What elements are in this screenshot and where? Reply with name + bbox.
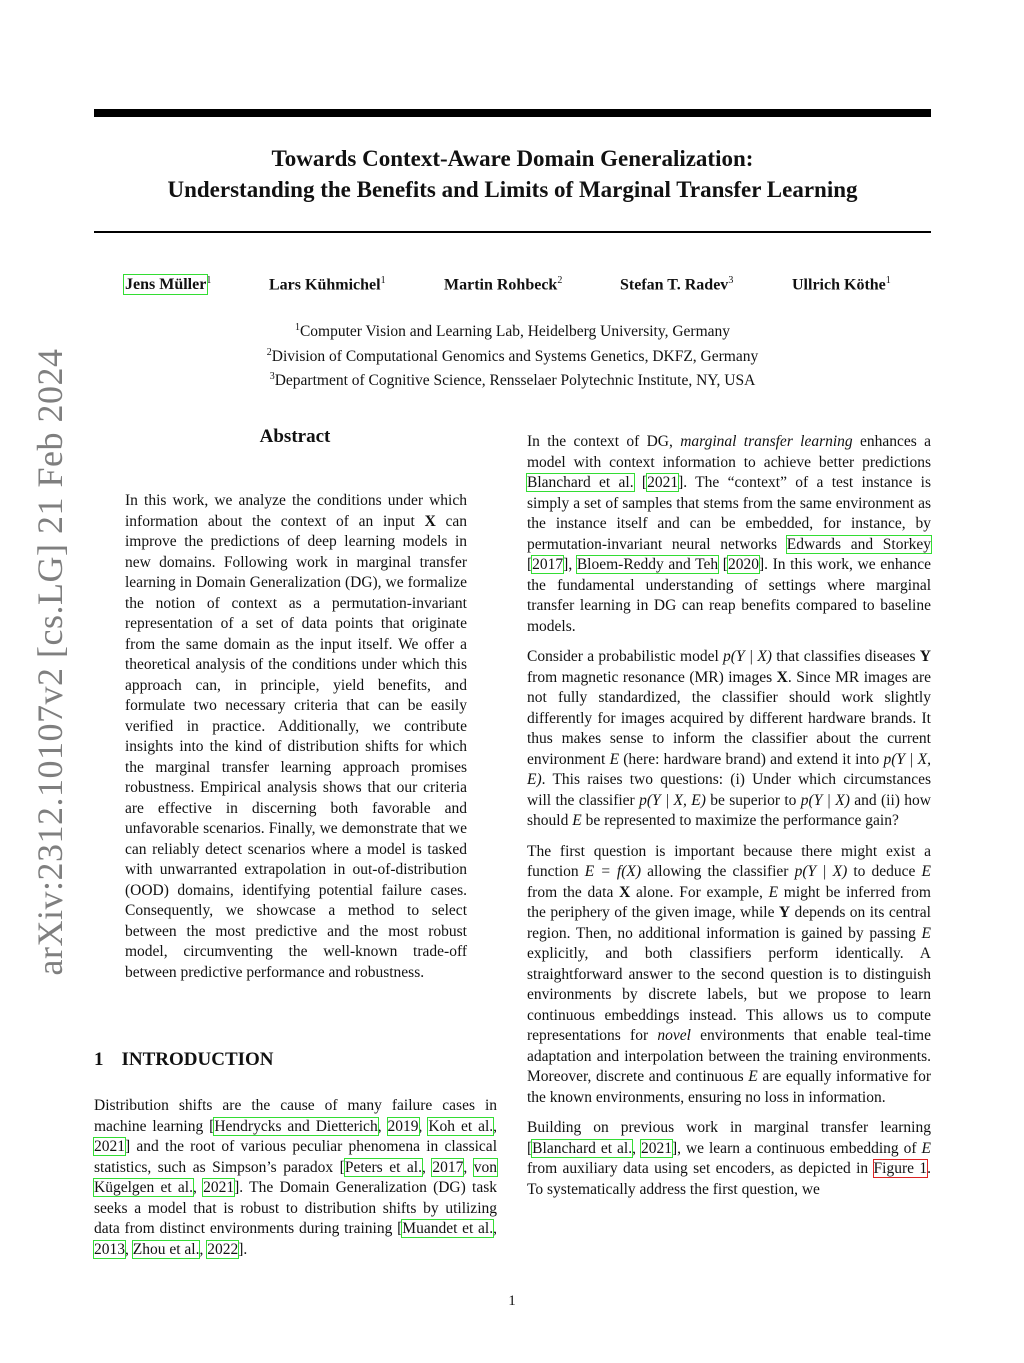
body-text: ] and the root of various peculiar phenomena in classical statistics, such as Simpson’s paradox [ bbox=[94, 1138, 497, 1176]
citation-link[interactable]: Blanchard et al. bbox=[532, 1139, 633, 1157]
math-expression: p(Y | X) bbox=[794, 863, 848, 880]
section-heading-introduction bbox=[94, 1049, 274, 1071]
citation-link[interactable]: Koh et al. bbox=[428, 1117, 494, 1135]
author-name: Ullrich Köthe bbox=[792, 276, 886, 294]
paper-title bbox=[94, 143, 931, 205]
citation-link[interactable]: 2021 bbox=[94, 1138, 125, 1155]
body-text: environments that enable teal-time adaptation and interpolation between the training environments. Moreover, discrete and continuous bbox=[527, 1027, 931, 1085]
affil-num: 2 bbox=[266, 346, 272, 358]
body-text: Distribution shifts are the cause of many failure cases in machine learning [ bbox=[94, 1097, 497, 1135]
paragraph-probabilistic-model bbox=[527, 647, 931, 832]
body-text: (here: hardware brand) and extend it into bbox=[619, 750, 884, 768]
abstract-body bbox=[125, 491, 467, 983]
citation-link[interactable]: von Kügelgen et al. bbox=[94, 1158, 498, 1196]
body-text: Consider a probabilistic model bbox=[527, 648, 724, 665]
title-rule bbox=[94, 231, 931, 233]
page-number: 1 bbox=[508, 1293, 516, 1309]
affiliation-2 bbox=[94, 343, 931, 368]
author-stefan-radev bbox=[620, 275, 733, 294]
citation-link[interactable]: 2020 bbox=[727, 556, 759, 573]
citation-link[interactable]: Bloem-Reddy and Teh bbox=[576, 556, 719, 573]
math-symbol: E bbox=[768, 883, 779, 901]
paragraph-building-on: Building on previous work in marginal transfer learning [Blanchard et al., 2021], we learn a continuous embedding of E from auxiliary data using set encoders, as depicted in Figure 1. To systematically address the first question, we bbox=[527, 1119, 932, 1198]
author-affil-mark: 1 bbox=[380, 275, 386, 286]
author-name: Lars Kühmichel bbox=[269, 276, 381, 294]
body-text: allowing the classifier bbox=[641, 863, 795, 880]
math-symbol: Y bbox=[919, 648, 931, 665]
author-jens-muller[interactable] bbox=[125, 275, 211, 294]
top-rule bbox=[94, 109, 931, 117]
math-symbol: E bbox=[748, 1068, 758, 1085]
paragraph-context-dg: In the context of DG, marginal transfer learning enhances a model with context information to achieve better predictions Blanchard et al. [2021]. The “context” of a test instance is simply a set of samples that stems from the same environment as the instance itself and can be embedded, for instance, by permutation-invariant neural networks Edwards and Storkey [2017], Bloem-Reddy and Teh [2020]. In this work, we enhance the fundamental understanding of settings where marginal transfer learning in DG can reap benefits compared to baseline models. bbox=[527, 433, 932, 635]
figure-reference-link[interactable]: Figure 1 bbox=[873, 1160, 928, 1177]
body-text: . In this work, we enhance the fundamental understanding of settings where marginal transfer learning in DG can reap benefits compared to baseline models. bbox=[527, 556, 932, 635]
citation-link[interactable]: Muandet et al. bbox=[402, 1220, 494, 1237]
title-line-1: Towards Context-Aware Domain Generalization: bbox=[271, 146, 754, 171]
body-text: be superior to bbox=[705, 791, 801, 809]
math-symbol: E bbox=[921, 863, 931, 880]
citation-link[interactable]: 2017 bbox=[432, 1158, 464, 1176]
math-symbol: E bbox=[572, 812, 582, 829]
author-ullrich-kothe bbox=[792, 275, 891, 294]
body-text: from magnetic resonance (MR) images bbox=[527, 668, 777, 686]
abstract-text: In this work, we analyze the conditions under which information about the context of an input bbox=[125, 492, 467, 530]
math-symbol: X bbox=[619, 883, 631, 901]
body-text: might be inferred from the periphery of the given image, while bbox=[527, 883, 931, 921]
body-text: The first question is important because there might exist a function bbox=[527, 842, 931, 880]
author-affil-mark: 1 bbox=[885, 275, 891, 286]
body-text: from auxiliary data using set encoders, as depicted in bbox=[527, 1160, 874, 1177]
math-symbol: E bbox=[921, 924, 931, 942]
citation-link[interactable]: Edwards and Storkey bbox=[786, 535, 931, 553]
body-text: be represented to maximize the performance gain? bbox=[581, 812, 899, 829]
citation-link[interactable]: 2017 bbox=[532, 556, 564, 573]
citation-link[interactable]: 2021 bbox=[647, 474, 679, 491]
math-expression: p(Y | X) bbox=[723, 648, 772, 665]
affil-num: 1 bbox=[294, 322, 300, 333]
body-text: from the data bbox=[527, 883, 620, 901]
body-text: and (ii) how should bbox=[527, 791, 931, 829]
abstract-text: can improve the predictions of deep learning models in new domains. Following work in marginal transfer learning in Domain Generalization (DG), we formalize the notion of context as a permutation-invariant representation of a set of data points that originate from the same domain as the input itself. We offer a theoretical analysis of the conditions under which this approach can, in principle, yield benefits, and formulate two necessary criteria that can be easily verified in practice. Additionally, we contribute insights into the kind of distribution shifts for which the marginal transfer learning approach promises robustness. Empirical analysis shows that our criteria are effective in discerning both favorable and unfavorable scenarios. Finally, we demonstrate that we can reliably detect scenarios where a model is tasked with unwarranted extrapolation in out-of-distribution (OOD) domains, identifying potential failure cases. Consequently, we showcase a method to select between the most predictive and the most robust model, circumventing the well-known trade-off between predictive performance and robustness. bbox=[125, 512, 468, 981]
author-affil-mark: 2 bbox=[557, 275, 563, 286]
math-expression: p(Y | X, E) bbox=[639, 791, 706, 809]
affiliation-1 bbox=[94, 318, 931, 343]
body-text: depends on its central region. Then, no additional information is gained by passing bbox=[527, 904, 931, 942]
affiliation-3 bbox=[94, 367, 931, 392]
citation-link[interactable]: Blanchard et al. bbox=[527, 474, 634, 491]
author-lars-kuhmichel bbox=[269, 275, 386, 294]
math-symbol: Y bbox=[778, 904, 791, 921]
body-text: ]. bbox=[238, 1240, 248, 1258]
affiliations bbox=[94, 318, 931, 392]
body-text: are equally informative for the known environments, ensuring no loss in information. bbox=[527, 1068, 931, 1106]
body-text: In the context of DG, bbox=[527, 433, 681, 450]
affil-text: Division of Computational Genomics and Systems Genetics, DKFZ, Germany bbox=[271, 347, 759, 365]
math-expression: p(Y | X) bbox=[800, 791, 850, 809]
emphasis-text: marginal transfer learning bbox=[680, 433, 853, 450]
citation-link[interactable]: Zhou et al. bbox=[132, 1240, 200, 1258]
math-symbol: E bbox=[609, 750, 620, 768]
math-symbol: X bbox=[776, 668, 788, 686]
citation-link[interactable]: Hendrycks and Dietterich bbox=[214, 1117, 378, 1135]
author-martin-rohbeck bbox=[444, 275, 562, 294]
affil-text: Computer Vision and Learning Lab, Heidelberg University, Germany bbox=[299, 323, 731, 341]
author-name: Martin Rohbeck bbox=[444, 276, 558, 294]
body-text: to deduce bbox=[847, 863, 922, 880]
emphasis-text: novel bbox=[657, 1027, 691, 1044]
affil-num: 3 bbox=[269, 371, 275, 383]
abstract-heading: Abstract bbox=[259, 426, 331, 447]
citation-link[interactable]: 2013 bbox=[94, 1240, 125, 1258]
body-text: Building on previous work in marginal transfer learning [ bbox=[527, 1119, 931, 1157]
author-name: Stefan T. Radev bbox=[620, 276, 729, 294]
math-expression: E = f(X) bbox=[584, 863, 642, 880]
author-affil-mark: 1 bbox=[206, 275, 212, 286]
paragraph-first-question bbox=[527, 842, 931, 1109]
title-line-2: Understanding the Benefits and Limits of Marginal Transfer Learning bbox=[167, 177, 858, 202]
citation-link[interactable]: 2019 bbox=[387, 1117, 419, 1135]
citation-link[interactable]: 2021 bbox=[203, 1179, 235, 1196]
body-text: explicitly, and both classifiers perform identically. A straightforward answer to the second question is to distinguish environments by discrete labels, but we propose to learn continuous embeddings instead. This allows us to compute representations for bbox=[527, 945, 931, 1044]
section-title: INTRODUCTION bbox=[121, 1049, 274, 1070]
author-affil-mark: 3 bbox=[728, 275, 734, 286]
arxiv-stamp: arXiv:2312.10107v2 [cs.LG] 21 Feb 2024 bbox=[30, 348, 70, 976]
affil-text: Department of Cognitive Science, Rensselaer Polytechnic Institute, NY, USA bbox=[274, 372, 756, 390]
right-column bbox=[527, 432, 931, 1210]
citation-link[interactable]: 2021 bbox=[640, 1139, 672, 1157]
body-text: . The “context” of a test instance is simply a set of samples that stems from the same environment as the instance itself and can be embedded, for instance, by permutation-invariant neural networks bbox=[527, 474, 931, 553]
body-text: . Since MR images are not fully standardized, the classifier should work slightly differently for images acquired by different hardware brands. It thus makes sense to inform the classifier about the current environment bbox=[527, 668, 932, 768]
citation-link[interactable]: 2022 bbox=[207, 1240, 239, 1258]
intro-paragraph: Distribution shifts are the cause of many failure cases in machine learning [Hendrycks and Dietterich, 2019, Koh et al., 2021] and the root of various peculiar phenomena in classical statistics, such as Simpson’s paradox [Peters et al., 2017, von Kügelgen et al., 2021]. The Domain Generalization (DG) task seeks a model that is robust to distribution shifts by utilizing data from distinct environments during training [Muandet et al., 2013, Zhou et al., 2022]. bbox=[94, 1097, 498, 1258]
section-number: 1 bbox=[94, 1049, 104, 1070]
math-expression: p(Y | X, E) bbox=[527, 750, 932, 788]
body-text: . To systematically address the first question, we bbox=[527, 1160, 932, 1198]
math-symbol: X bbox=[424, 512, 436, 530]
body-text: enhances a model with context information to achieve better predictions bbox=[527, 433, 931, 471]
body-text: . This raises two questions: (i) Under which circumstances will the classifier bbox=[527, 771, 931, 809]
citation-link[interactable]: Peters et al. bbox=[344, 1158, 422, 1176]
body-text: that classifies diseases bbox=[771, 648, 920, 665]
body-text: ]. The Domain Generalization (DG) task seeks a model that is robust to distribution shifts by utilizing data from distinct environments during training [ bbox=[94, 1179, 497, 1237]
author-name[interactable]: Jens Müller bbox=[125, 276, 207, 294]
body-text: ], we learn a continuous embedding of bbox=[671, 1139, 922, 1157]
body-text: alone. For example, bbox=[630, 883, 769, 901]
math-symbol: E bbox=[921, 1139, 932, 1157]
